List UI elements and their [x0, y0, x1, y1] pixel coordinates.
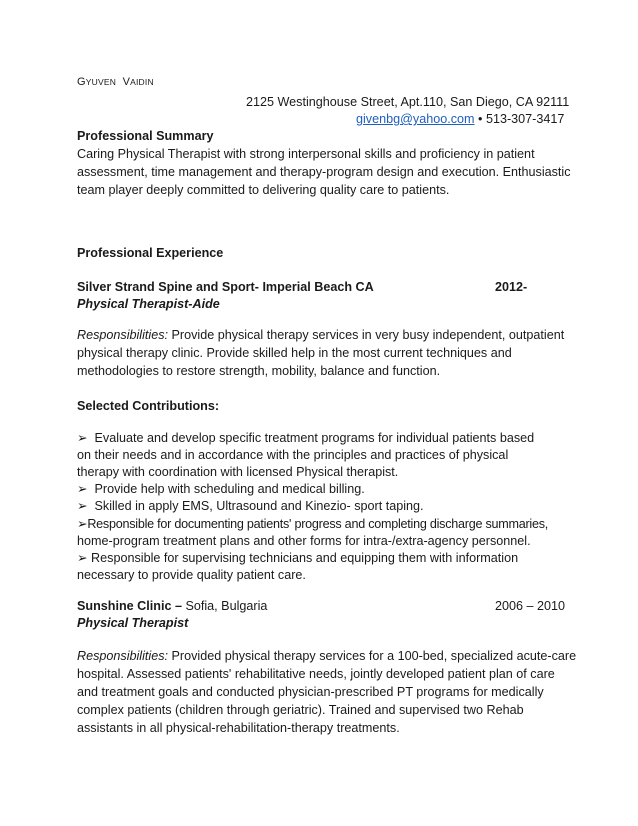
address: 2125 Westinghouse Street, Apt.110, San Diego, CA 92111	[246, 95, 570, 109]
contribution-item-continued: home-program treatment plans and other forms for intra-/extra-agency personnel.	[77, 534, 531, 548]
bullet-separator: •	[478, 112, 483, 126]
summary-line: assessment, time management and therapy-program design and execution. Enthusiastic	[77, 165, 571, 179]
experience-heading: Professional Experience	[77, 246, 224, 260]
email-link[interactable]: givenbg@yahoo.com	[356, 112, 475, 126]
job1-responsibilities-line: Responsibilities: Provide physical therapy services in very busy independent, outpatient	[77, 328, 565, 342]
job2-employer: Sunshine Clinic –	[77, 599, 182, 613]
job1-responsibilities-line: physical therapy clinic. Provide skilled help in the most current techniques and	[77, 346, 512, 360]
contribution-item: ➢ Responsible for supervising technicians and equipping them with information	[77, 551, 519, 565]
contribution-item: ➢ Skilled in apply EMS, Ultrasound and Kinezio- sport taping.	[77, 499, 424, 513]
arrow-bullet-icon: ➢	[77, 517, 88, 531]
summary-line: team player deeply committed to delivering quality care to patients.	[77, 183, 450, 197]
responsibilities-label: Responsibilities:	[77, 649, 168, 663]
job2-responsibilities-line: Responsibilities: Provided physical therapy services for a 100-bed, specialized acute-care	[77, 649, 577, 663]
job2-location: Sofia, Bulgaria	[181, 599, 268, 613]
summary-line: Caring Physical Therapist with strong interpersonal skills and proficiency in patient	[77, 147, 535, 161]
arrow-bullet-icon: ➢	[77, 431, 88, 445]
job1-responsibilities-line: methodologies to restore strength, mobility, balance and function.	[77, 364, 441, 378]
contribution-item: ➢ Provide help with scheduling and medical billing.	[77, 482, 365, 496]
job2-responsibilities-line: hospital. Assessed patients' rehabilitative needs, jointly developed patient plan of care	[77, 667, 555, 681]
contribution-item-continued: on their needs and in accordance with the principles and practices of physical	[77, 448, 509, 462]
responsibilities-label: Responsibilities:	[77, 328, 168, 342]
contributions-heading: Selected Contributions:	[77, 399, 220, 413]
candidate-name: GYUVEN VAIDIN	[77, 76, 154, 88]
summary-heading: Professional Summary	[77, 129, 214, 143]
job2-title: Physical Therapist	[77, 616, 189, 630]
contribution-item-continued: therapy with coordination with licensed Physical therapist.	[77, 465, 399, 479]
job2-responsibilities-line: and treatment goals and conducted physician-prescribed PT programs for medically	[77, 685, 544, 699]
job1-employer: Silver Strand Spine and Sport- Imperial Beach CA	[77, 280, 374, 294]
job2-responsibilities-line: complex patients (children through geriatric). Trained and supervised two Rehab	[77, 703, 524, 717]
contribution-item: ➢Responsible for documenting patients' progress and completing discharge summaries,	[77, 517, 549, 531]
job2-employer-line	[77, 597, 267, 615]
arrow-bullet-icon: ➢	[77, 499, 88, 513]
job1-dates: 2012-	[495, 280, 528, 294]
contribution-item: ➢ Evaluate and develop specific treatment programs for individual patients based	[77, 431, 535, 445]
phone-number: 513-307-3417	[485, 112, 565, 126]
job1-title: Physical Therapist-Aide	[77, 297, 220, 311]
contact-line	[356, 110, 564, 128]
job2-responsibilities-line: assistants in all physical-rehabilitation-therapy treatments.	[77, 721, 400, 735]
contribution-item-continued: necessary to provide quality patient care.	[77, 568, 306, 582]
arrow-bullet-icon: ➢	[77, 482, 88, 496]
job2-dates: 2006 – 2010	[495, 599, 566, 613]
arrow-bullet-icon: ➢	[77, 551, 88, 565]
